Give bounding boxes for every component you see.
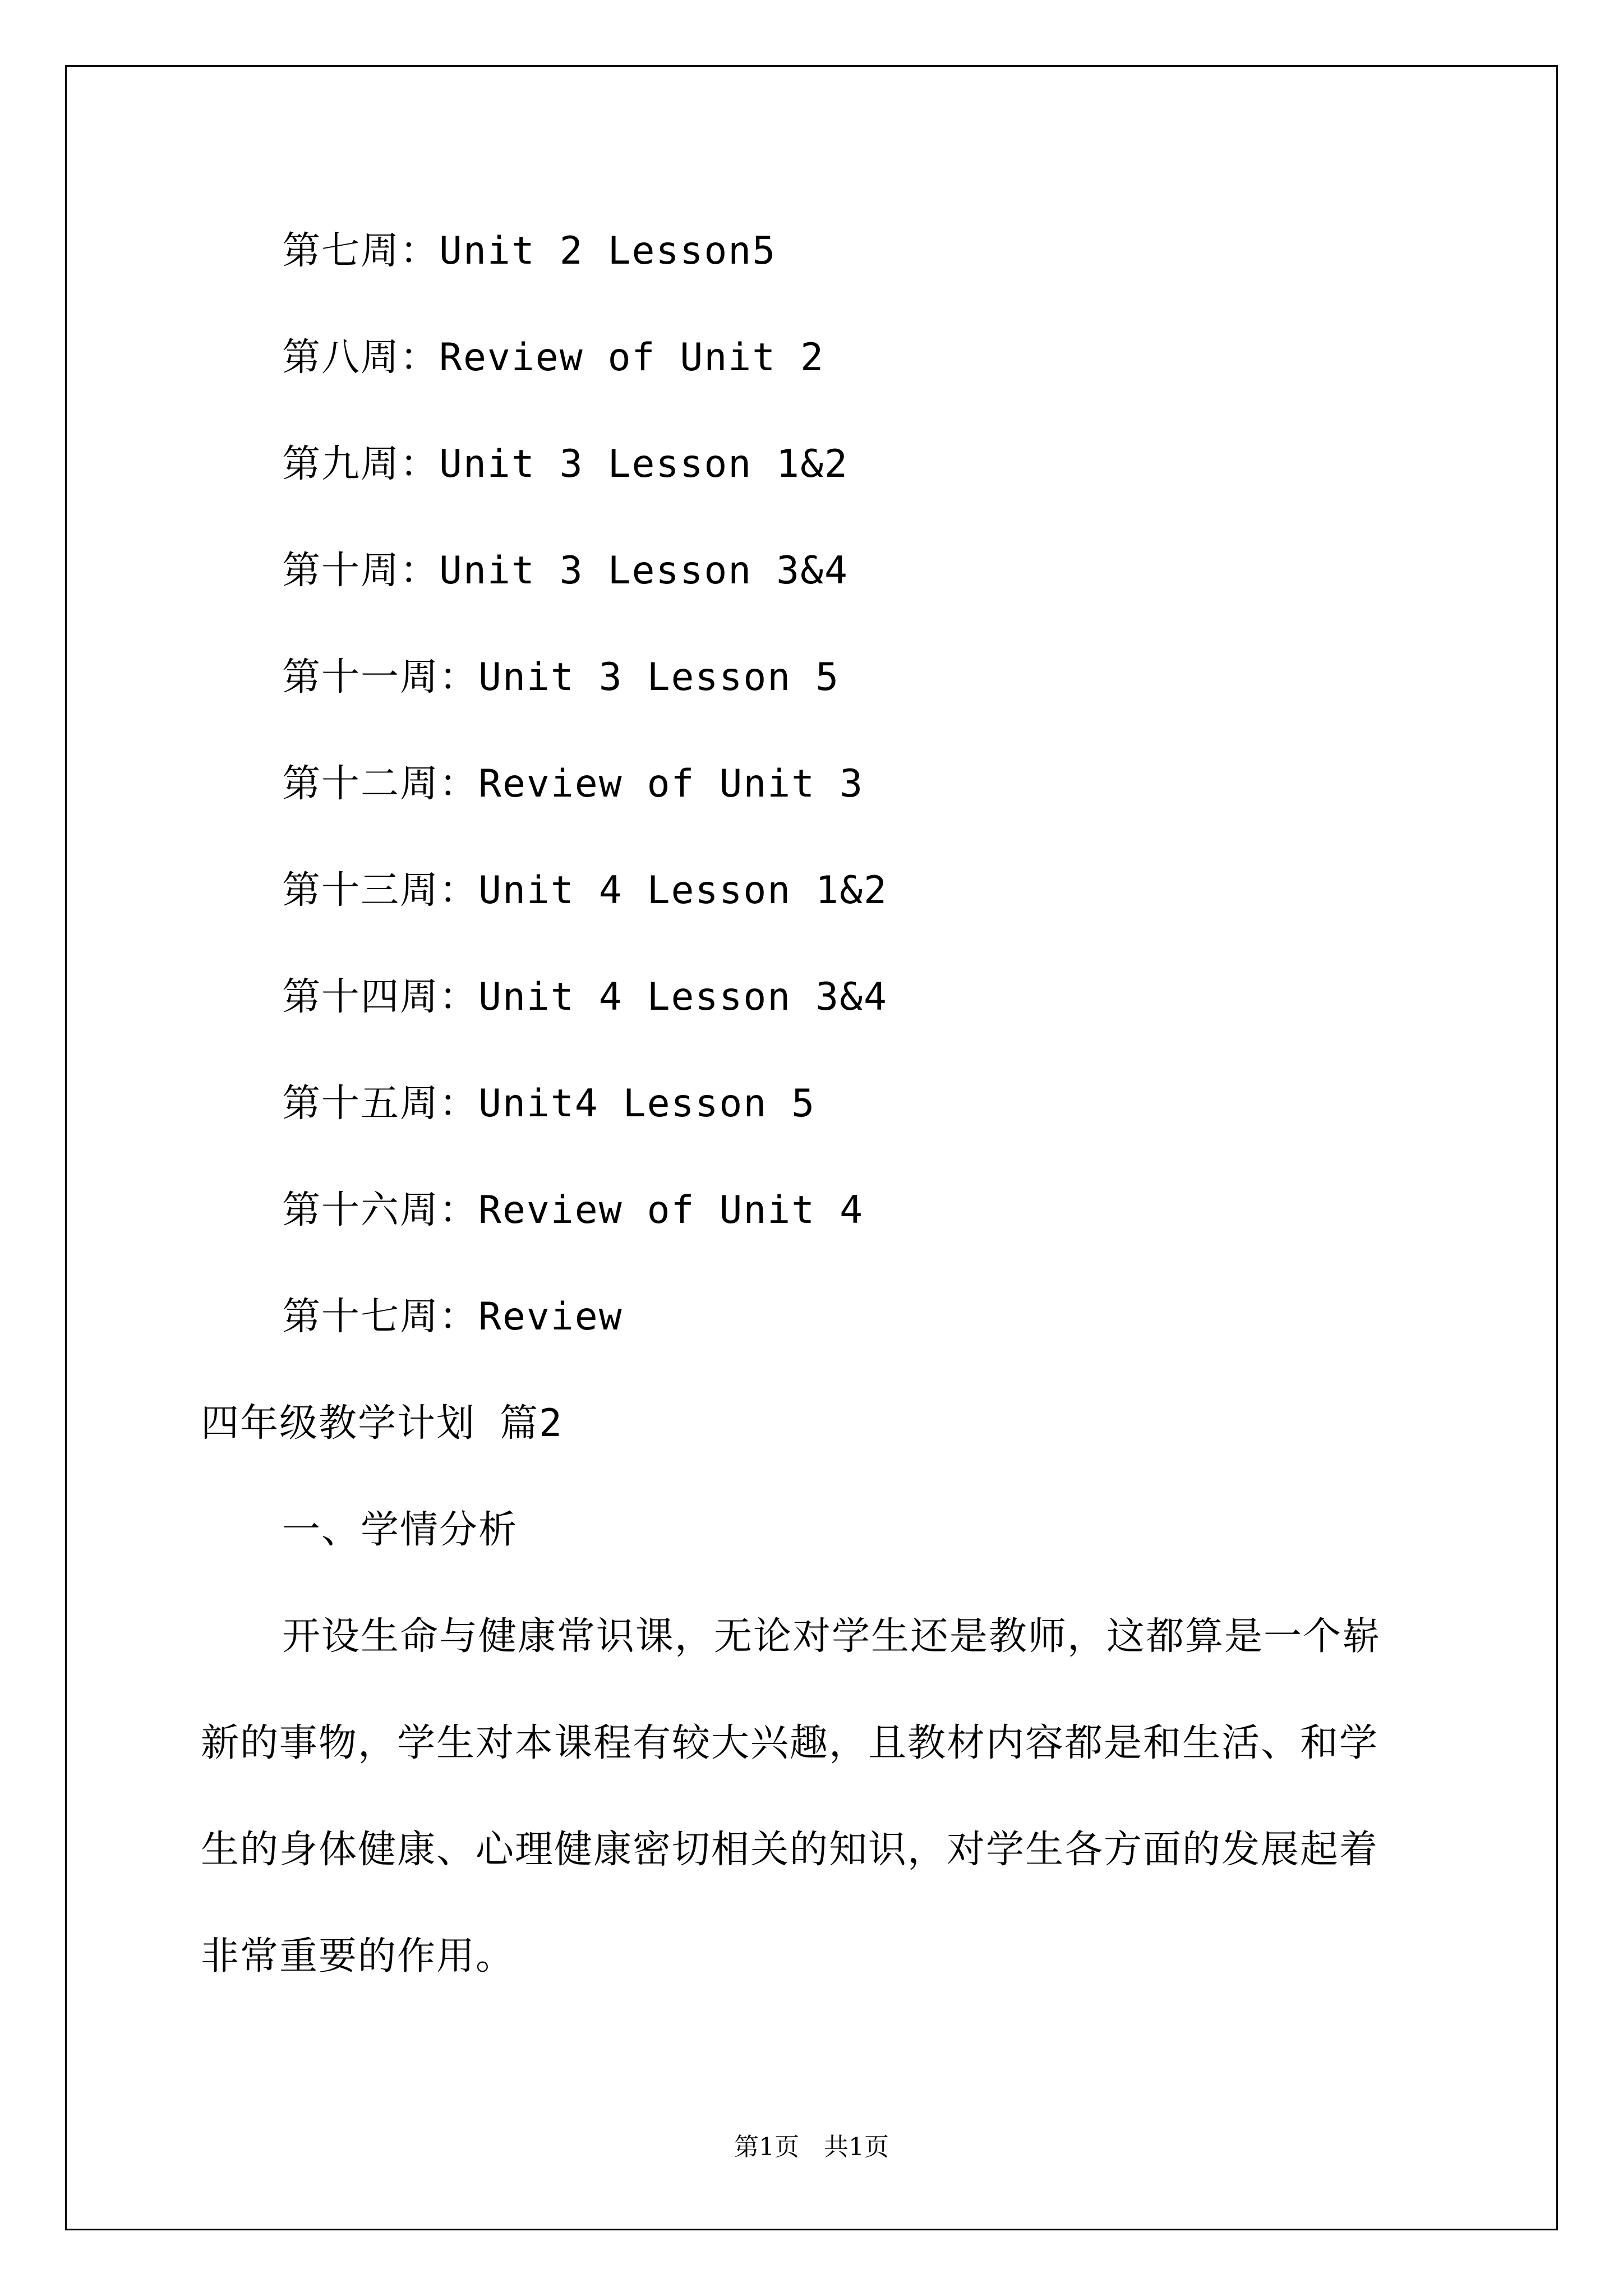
schedule-item: 第十周：Unit 3 Lesson 3&4 xyxy=(282,549,849,593)
schedule-item: 第十二周：Review of Unit 3 xyxy=(282,762,864,806)
page-number-footer: 第1页 共1页 xyxy=(734,2133,889,2161)
section-title: 四年级教学计划 篇2 xyxy=(201,1401,563,1446)
schedule-item: 第十一周：Unit 3 Lesson 5 xyxy=(282,655,840,700)
schedule-item: 第十七周：Review xyxy=(282,1295,623,1339)
paragraph-line: 新的事物，学生对本课程有较大兴趣，且教材内容都是和生活、和学 xyxy=(201,1721,1379,1765)
paragraph-line: 开设生命与健康常识课，无论对学生还是教师，这都算是一个崭 xyxy=(282,1614,1382,1659)
schedule-item: 第十三周：Unit 4 Lesson 1&2 xyxy=(282,868,888,913)
schedule-item: 第十四周：Unit 4 Lesson 3&4 xyxy=(282,975,888,1019)
schedule-item: 第七周：Unit 2 Lesson5 xyxy=(282,229,777,273)
schedule-item: 第十六周：Review of Unit 4 xyxy=(282,1188,864,1232)
schedule-item: 第八周：Review of Unit 2 xyxy=(282,335,825,380)
paragraph-line: 非常重要的作用。 xyxy=(201,1934,515,1978)
schedule-item: 第十五周：Unit4 Lesson 5 xyxy=(282,1082,816,1126)
schedule-item: 第九周：Unit 3 Lesson 1&2 xyxy=(282,442,849,486)
subheading: 一、学情分析 xyxy=(282,1508,518,1552)
page-border xyxy=(65,65,1558,2230)
paragraph-line: 生的身体健康、心理健康密切相关的知识，对学生各方面的发展起着 xyxy=(201,1828,1379,1872)
